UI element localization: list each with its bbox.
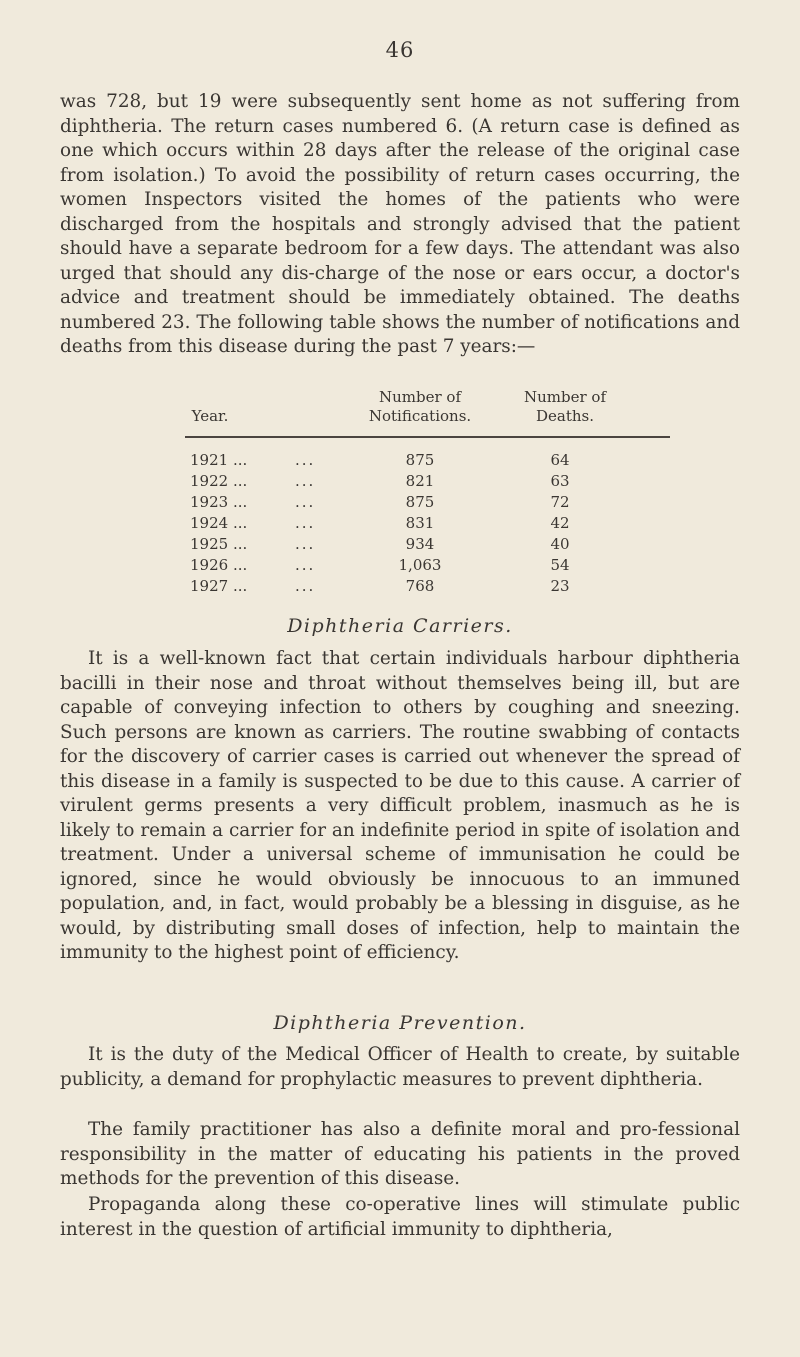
cell-deaths: 72 — [550, 493, 570, 511]
table-row — [150, 492, 670, 513]
table-row — [150, 471, 670, 492]
table-rule — [185, 436, 670, 438]
cell-year: 1921 — [190, 451, 229, 469]
header-notifications-line2: Notifications. — [368, 407, 472, 425]
leader: ... — [295, 556, 316, 574]
leader: ... — [295, 577, 316, 595]
leader: ... — [232, 514, 248, 532]
leader: ... — [295, 493, 316, 511]
cell-deaths: 63 — [550, 472, 570, 490]
table-header — [150, 388, 670, 438]
table-row — [150, 513, 670, 534]
leader: ... — [295, 472, 316, 490]
prevention-paragraph-2: The family practitioner has also a definite moral and pro-fessional responsibility in the matter of educating his patients in the proved methods for the prevention of this disease. — [60, 1119, 740, 1189]
cell-notifications: 875 — [405, 451, 435, 469]
cell-notifications: 821 — [405, 472, 435, 490]
intro-paragraph: was 728, but 19 were subsequently sent home as not suffering from diphtheria. The return cases numbered 6. (A return case is defined as one which occurs within 28 days after the release of the original case from isolation.) To avoid the possibility of return cases occurring, the women Inspectors visited the homes of the patients who were discharged from the hospitals and strongly advised that the patient should have a separate bedroom for a few days. The attendant was also urged that should any dis-charge of the nose or ears occur, a doctor's advice and treatment should be immediately obtained. The deaths numbered 23. The following table shows the number of notifications and deaths from this disease during the past 7 years:— — [60, 91, 740, 357]
page-number: 46 — [385, 38, 415, 62]
header-deaths-line1: Number of — [523, 388, 606, 406]
header-year: Year. — [191, 407, 229, 425]
leader: ... — [232, 451, 248, 469]
leader: ... — [295, 535, 316, 553]
leader: ... — [232, 577, 248, 595]
cell-year: 1926 — [190, 556, 229, 574]
prevention-paragraph-3: Propaganda along these co-operative lines will stimulate public interest in the question of artificial immunity to diphtheria, — [60, 1194, 740, 1240]
leader: ... — [295, 514, 316, 532]
leader: ... — [232, 472, 248, 490]
section-heading-carriers: Diphtheria Carriers. — [287, 615, 513, 637]
cell-notifications: 831 — [405, 514, 435, 532]
table-row — [150, 450, 670, 471]
cell-notifications: 1,063 — [398, 556, 442, 574]
section-heading-prevention: Diphtheria Prevention. — [273, 1012, 527, 1034]
leader: ... — [232, 493, 248, 511]
cell-year: 1925 — [190, 535, 229, 553]
cell-year: 1924 — [190, 514, 229, 532]
cell-deaths: 42 — [550, 514, 570, 532]
table-row — [150, 534, 670, 555]
header-notifications-line1: Number of — [378, 388, 461, 406]
leader: ... — [232, 556, 248, 574]
cell-notifications: 768 — [405, 577, 435, 595]
header-deaths-line2: Deaths. — [535, 407, 594, 425]
carriers-paragraph: It is a well-known fact that certain individuals harbour diphtheria bacilli in their nose and throat without themselves being ill, but are capable of conveying infection to others by coughing and sneezing. Such persons are known as carriers. The routine swabbing of contacts for the discovery of carrier cases is carried out whenever the spread of this disease in a family is suspected to be due to this cause. A carrier of virulent germs presents a very difficult problem, inasmuch as he is likely to remain a carrier for an indefinite period in spite of isolation and treatment. Under a universal scheme of immunisation he could be ignored, since he would obviously be innocuous to an immuned population, and, in fact, would probably be a blessing in disguise, as he would, by distributing small doses of infection, help to maintain the immunity to the highest point of efficiency. — [60, 648, 740, 963]
cell-deaths: 64 — [550, 451, 570, 469]
cell-deaths: 23 — [550, 577, 570, 595]
cell-year: 1923 — [190, 493, 229, 511]
table-row — [150, 555, 670, 576]
cell-year: 1927 — [190, 577, 229, 595]
cell-deaths: 40 — [550, 535, 570, 553]
cell-notifications: 934 — [405, 535, 435, 553]
cell-year: 1922 — [190, 472, 229, 490]
table-row — [150, 576, 670, 597]
leader: ... — [232, 535, 248, 553]
leader: ... — [295, 451, 316, 469]
prevention-paragraph-1: It is the duty of the Medical Officer of Health to create, by suitable publicity, a demand for prophylactic measures to prevent diphtheria. — [60, 1044, 740, 1090]
cell-deaths: 54 — [550, 556, 570, 574]
cell-notifications: 875 — [405, 493, 435, 511]
